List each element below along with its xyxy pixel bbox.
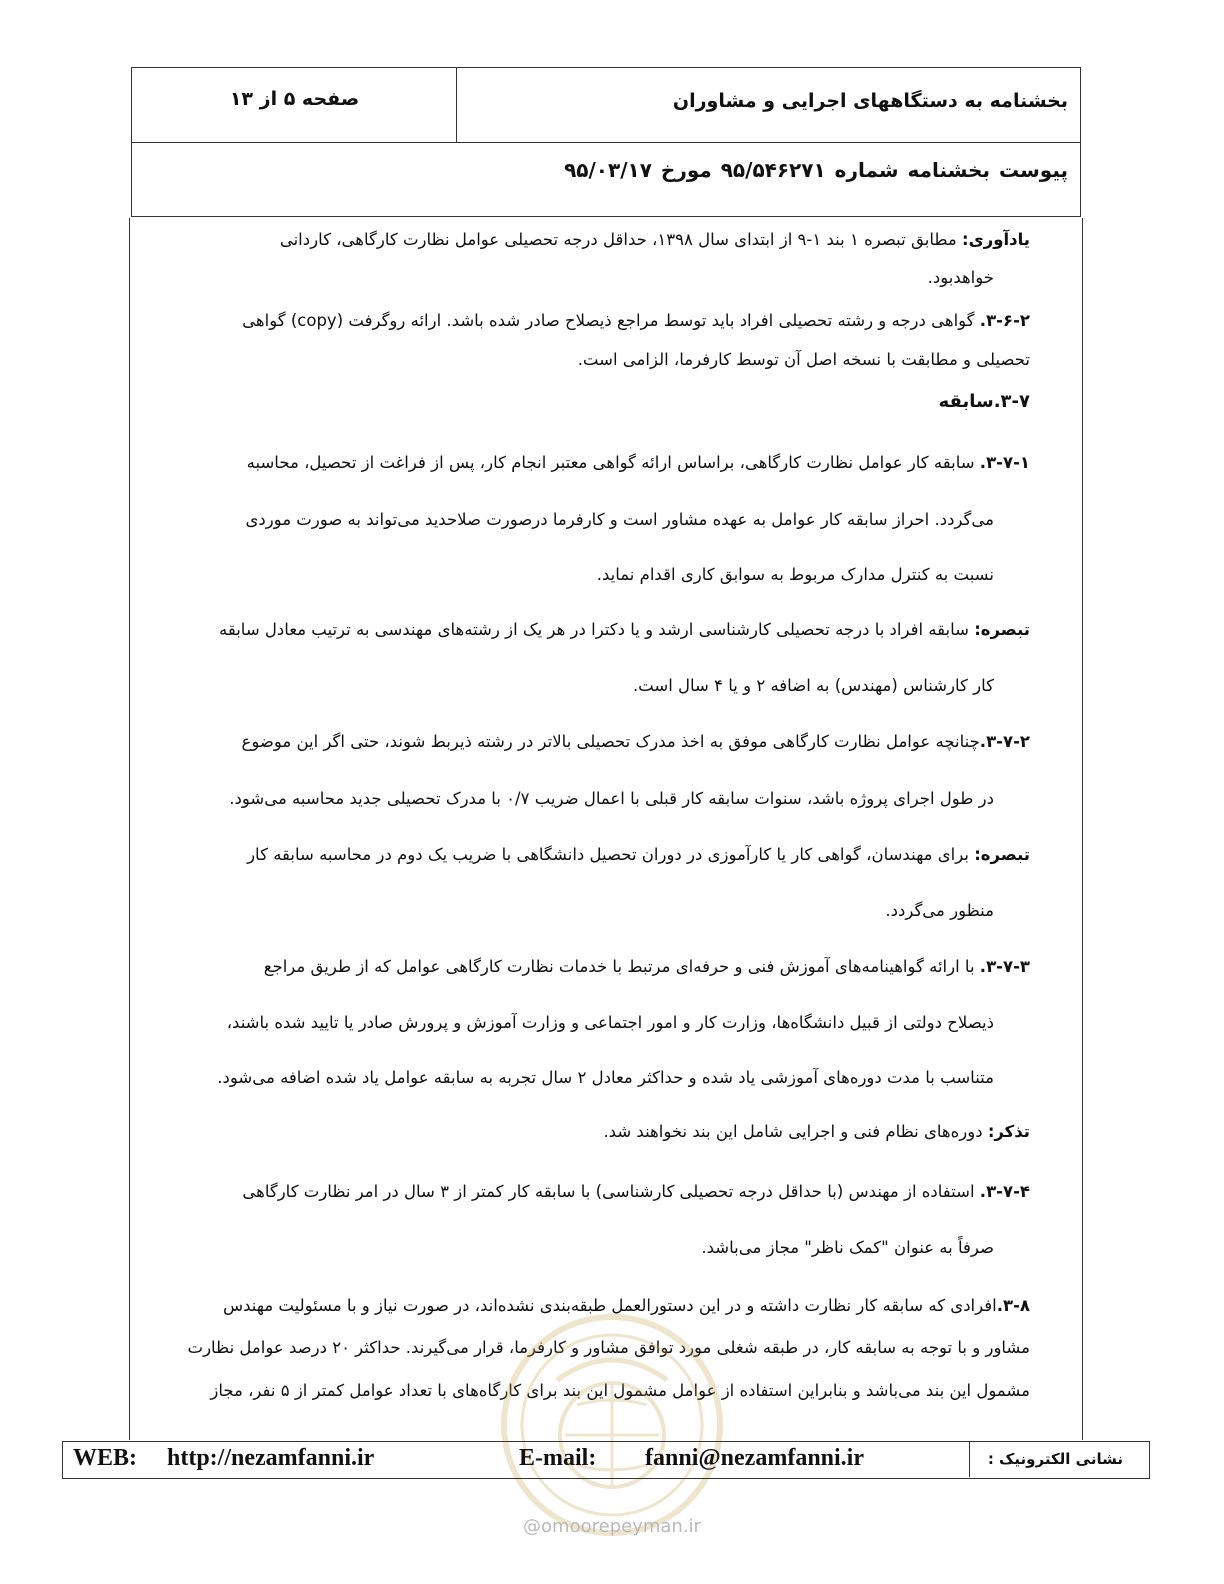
section-3-7-2-line-2: در طول اجرای پروژه باشد، سنوات سابقه کار قبلی با اعمال ضریب ۰/۷ با مدرک تحصیلی جدید محاسبه می‌شود. bbox=[229, 789, 994, 808]
note-1-line-2: کار کارشناس (مهندس) به اضافه ۲ و یا ۴ سال است. bbox=[632, 676, 994, 695]
note-2-text-1: برای مهندسان، گواهی کار یا کارآموزی در دوران تحصیل دانشگاهی با ضریب یک دوم در محاسبه سابقه کار bbox=[247, 845, 975, 864]
note-1-line-1 bbox=[219, 620, 1030, 639]
email-label: E-mail: bbox=[519, 1445, 597, 1471]
note-1-text-1: سابقه افراد با درجه تحصیلی کارشناسی ارشد و یا دکترا در هر یک از رشته‌های مهندسی به ترتیب معادل سابقه bbox=[219, 620, 975, 639]
web-label: WEB: bbox=[73, 1445, 138, 1471]
section-3-7-1-line-1 bbox=[247, 453, 1030, 472]
header-row-1 bbox=[132, 68, 1080, 143]
section-3-6-2-label: ۳-۶-۲. bbox=[979, 311, 1030, 330]
section-3-7-3-line-1 bbox=[264, 957, 1030, 976]
section-3-7-4-label: ۳-۷-۴. bbox=[979, 1182, 1030, 1201]
footer-label-cell bbox=[969, 1442, 1149, 1477]
section-3-7-1-label: ۳-۷-۱. bbox=[979, 453, 1030, 472]
footer-table bbox=[62, 1441, 1150, 1479]
page-number: صفحه ۵ از ۱۳ bbox=[229, 88, 360, 110]
section-3-7-2-text-1: چنانچه عوامل نظارت کارگاهی موفق به اخذ مدرک تحصیلی بالاتر در رشته ذیربط شوند، حتی اگر این موضوع bbox=[241, 732, 980, 751]
reminder-text-1: مطابق تبصره ۱ بند ۱-۹ از ابتدای سال ۱۳۹۸، حداقل درجه تحصیلی عوامل نظارت کارگاهی، کاردانی bbox=[279, 230, 962, 249]
section-3-8-text-1: افرادی که سابقه کار نظارت داشته و در این دستورالعمل طبقه‌بندی نشده‌اند، در صورت نیاز و با مسئولیت مهندس bbox=[222, 1296, 997, 1315]
section-3-7-1-line-2: می‌گردد. احراز سابقه کار عوامل به عهده مشاور است و کارفرما درصورت صلاحدید می‌تواند به صورت موردی bbox=[245, 510, 994, 529]
tip-text-1: دوره‌های نظام فنی و اجرایی شامل این بند نخواهند شد. bbox=[603, 1122, 988, 1141]
section-3-8-line-3: مشمول این بند می‌باشد و بنابراین استفاده از عوامل مشمول این بند برای کارگاه‌های با تعداد عوامل کمتر از ۵ نفر، مجاز bbox=[210, 1381, 1030, 1400]
watermark-text: @omoorepeyman.ir bbox=[523, 1516, 701, 1537]
note-2-line-1 bbox=[247, 845, 1030, 864]
electronic-address-label: نشانی الکترونیک : bbox=[987, 1450, 1123, 1468]
header-row-2 bbox=[132, 142, 1080, 216]
section-3-7-2-label: ۳-۷-۲. bbox=[979, 732, 1030, 751]
section-3-7-1-text-1: سابقه کار عوامل نظارت کارگاهی، براساس ارائه گواهی معتبر انجام کار، پس از فراغت از تحصیل، محاسبه bbox=[246, 453, 980, 472]
section-3-6-2-line-1 bbox=[242, 311, 1030, 330]
page-number-cell bbox=[132, 68, 457, 142]
reminder-line-1 bbox=[280, 230, 1030, 249]
reminder-label: یادآوری: bbox=[962, 230, 1030, 249]
reminder-line-2: خواهدبود. bbox=[927, 268, 994, 287]
note-1-label: تبصره: bbox=[974, 620, 1030, 639]
web-link[interactable]: http://nezamfanni.ir bbox=[167, 1445, 375, 1471]
section-3-7-2-line-1 bbox=[241, 732, 1030, 751]
annex-reference: پیوست بخشنامه شماره ۹۵/۵۴۶۲۷۱ مورخ ۹۵/۰۳/۱۷ bbox=[564, 158, 1068, 182]
section-3-7-4-line-1 bbox=[242, 1182, 1030, 1201]
section-3-8-line-2: مشاور و با توجه به سابقه کار، در طبقه شغلی مورد توافق مشاور و کارفرما، قرار می‌گیرند. حداکثر ۲۰ درصد عوامل نظارت bbox=[187, 1338, 1030, 1357]
section-3-6-2-line-2: تحصیلی و مطابقت با نسخه اصل آن توسط کارفرما، الزامی است. bbox=[577, 350, 1030, 369]
tip-label: تذکر: bbox=[987, 1122, 1030, 1141]
tip-line-1 bbox=[603, 1122, 1030, 1141]
section-3-7-4-line-2: صرفاً به عنوان "کمک ناظر" مجاز می‌باشد. bbox=[701, 1238, 994, 1257]
section-3-7-heading: ۳-۷.سابقه bbox=[938, 391, 1030, 412]
section-3-7-4-text-1: استفاده از مهندس (با حداقل درجه تحصیلی کارشناسی) با سابقه کار کمتر از ۳ سال در امر نظارت کارگاهی bbox=[242, 1182, 980, 1201]
section-3-7-3-line-3: متناسب با مدت دوره‌های آموزشی یاد شده و حداکثر معادل ۲ سال تجربه به سابقه عوامل یاد شده اضافه می‌شود. bbox=[217, 1068, 994, 1087]
note-2-line-2: منظور می‌گردد. bbox=[885, 901, 994, 920]
watermark-seal bbox=[497, 1310, 727, 1540]
email-link[interactable]: fanni@nezamfanni.ir bbox=[645, 1445, 864, 1471]
section-3-7-3-label: ۳-۷-۳. bbox=[979, 957, 1030, 976]
section-3-7-1-line-3: نسبت به کنترل مدارک مربوط به سوابق کاری اقدام نماید. bbox=[596, 565, 994, 584]
section-3-7-3-text-1: با ارائه گواهینامه‌های آموزش فنی و حرفه‌ای مرتبط با خدمات نظارت کارگاهی عوامل که از طریق مراجع bbox=[263, 957, 980, 976]
circular-title: بخشنامه به دستگاههای اجرایی و مشاوران bbox=[672, 90, 1068, 112]
section-3-6-2-text-1: گواهی درجه و رشته تحصیلی افراد باید توسط مراجع ذیصلاح صادر شده باشد. ارائه روگرفت (copy) گواهی bbox=[242, 311, 980, 330]
header-table bbox=[131, 67, 1081, 217]
note-2-label: تبصره: bbox=[974, 845, 1030, 864]
header-title-cell bbox=[456, 68, 1080, 142]
section-3-7-3-line-2: ذیصلاح دولتی از قبیل دانشگاه‌ها، وزارت کار و امور اجتماعی و وزارت آموزش و پرورش صادر یا تایید شده باشند، bbox=[226, 1013, 994, 1032]
section-3-8-label: ۳-۸. bbox=[996, 1296, 1030, 1315]
